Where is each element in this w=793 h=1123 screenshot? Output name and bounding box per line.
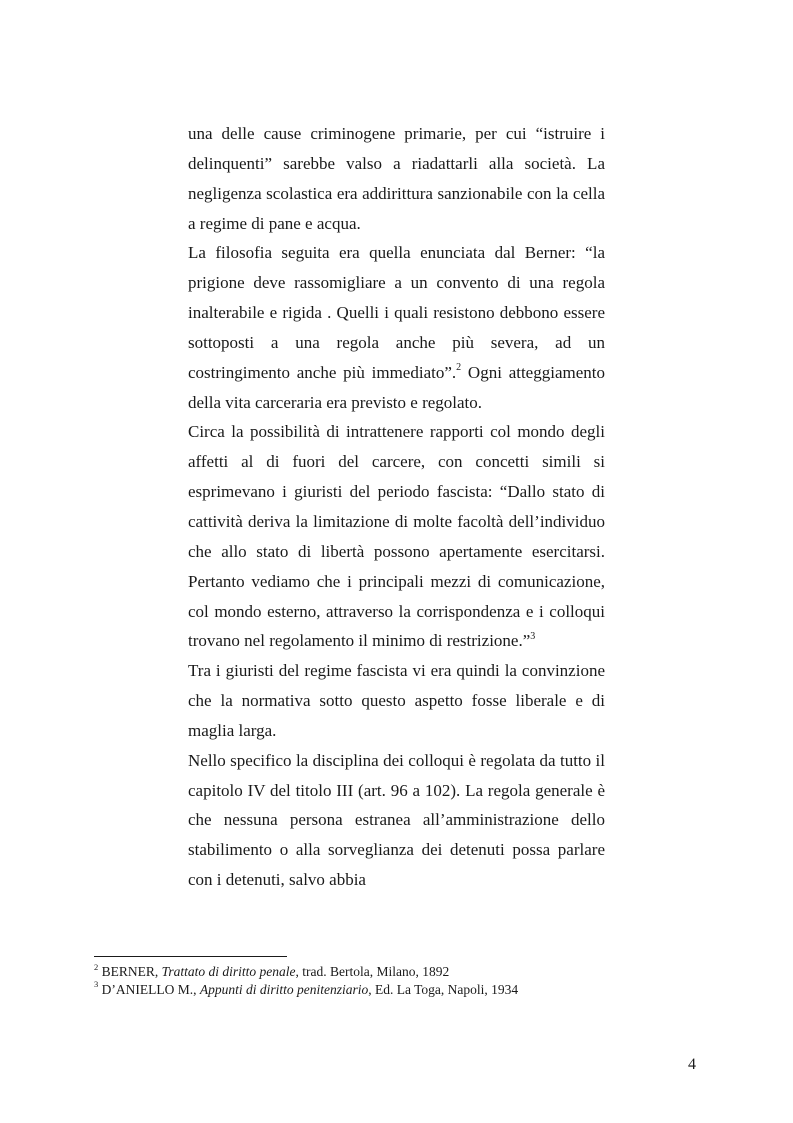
- footnote-details: , trad. Bertola, Milano, 1892: [295, 964, 450, 979]
- paragraph-text: Circa la possibilità di intrattenere rapporti col mondo degli affetti al di fuori del carcere, con concetti simili si esprimevano i giuristi del periodo fascista: “Dallo stato di cattività deriva la limitazione di molte facoltà dell’individuo che allo stato di libertà possono apertamente esercitarsi. Pertanto vediamo che i principali mezzi di comunicazione, col mondo esterno, attraverso la corrispondenza e i colloqui trovano nel regolamento il minimo di restrizione.”: [188, 422, 605, 651]
- footnote-2: [94, 963, 694, 981]
- paragraph: [188, 119, 605, 238]
- footnote-separator: [94, 956, 287, 957]
- footnote-title: Appunti di diritto penitenziario: [199, 981, 369, 997]
- footnote-reference: 3: [530, 630, 536, 642]
- paragraph-text: Tra i giuristi del regime fascista vi era quindi la convinzione che la normativa sotto questo aspetto fosse liberale e di maglia larga.: [188, 661, 605, 740]
- paragraph-text: una delle cause criminogene primarie, per cui “istruire i delinquenti” sarebbe valso a riadattarli alla società. La negligenza scolastica era addirittura sanzionabile con la cella a regime di pane e acqua.: [188, 124, 605, 233]
- footnote-details: , Ed. La Toga, Napoli, 1934: [368, 981, 519, 997]
- page-number: 4: [688, 1056, 696, 1073]
- footnote-3: [94, 981, 694, 999]
- footnote-author: BERNER,: [98, 964, 162, 979]
- paragraph: [188, 238, 605, 417]
- footnote-author: D’ANIELLO M.,: [98, 981, 200, 997]
- footnote-reference: 2: [456, 362, 462, 374]
- paragraph: [188, 746, 605, 895]
- footnote-marker: 3: [94, 979, 99, 989]
- body-text: [188, 119, 605, 895]
- footnote-marker: 2: [94, 961, 99, 972]
- paragraph-text: Ogni atteggiamento della vita carceraria era previsto e regolato.: [188, 362, 605, 412]
- footnotes: [94, 963, 694, 998]
- paragraph-text: Nello specifico la disciplina dei colloqui è regolata da tutto il capitolo IV del titolo III (art. 96 a 102). La regola generale è che nessuna persona estranea all’amministrazione dello stabilimento o alla sorveglianza dei detenuti possa parlare con i detenuti, salvo abbia: [188, 750, 605, 890]
- footnote-title: Trattato di diritto penale: [161, 964, 296, 979]
- paragraph-text: La filosofia seguita era quella enunciata dal Berner: “la prigione deve rassomigliare a un convento di una regola inalterabile e rigida . Quelli i quali resistono debbono essere sottoposti a una regola anche più severa, ad un costringimento anche più immediato”.: [188, 243, 605, 382]
- paragraph: [188, 656, 605, 746]
- paragraph: [188, 417, 605, 656]
